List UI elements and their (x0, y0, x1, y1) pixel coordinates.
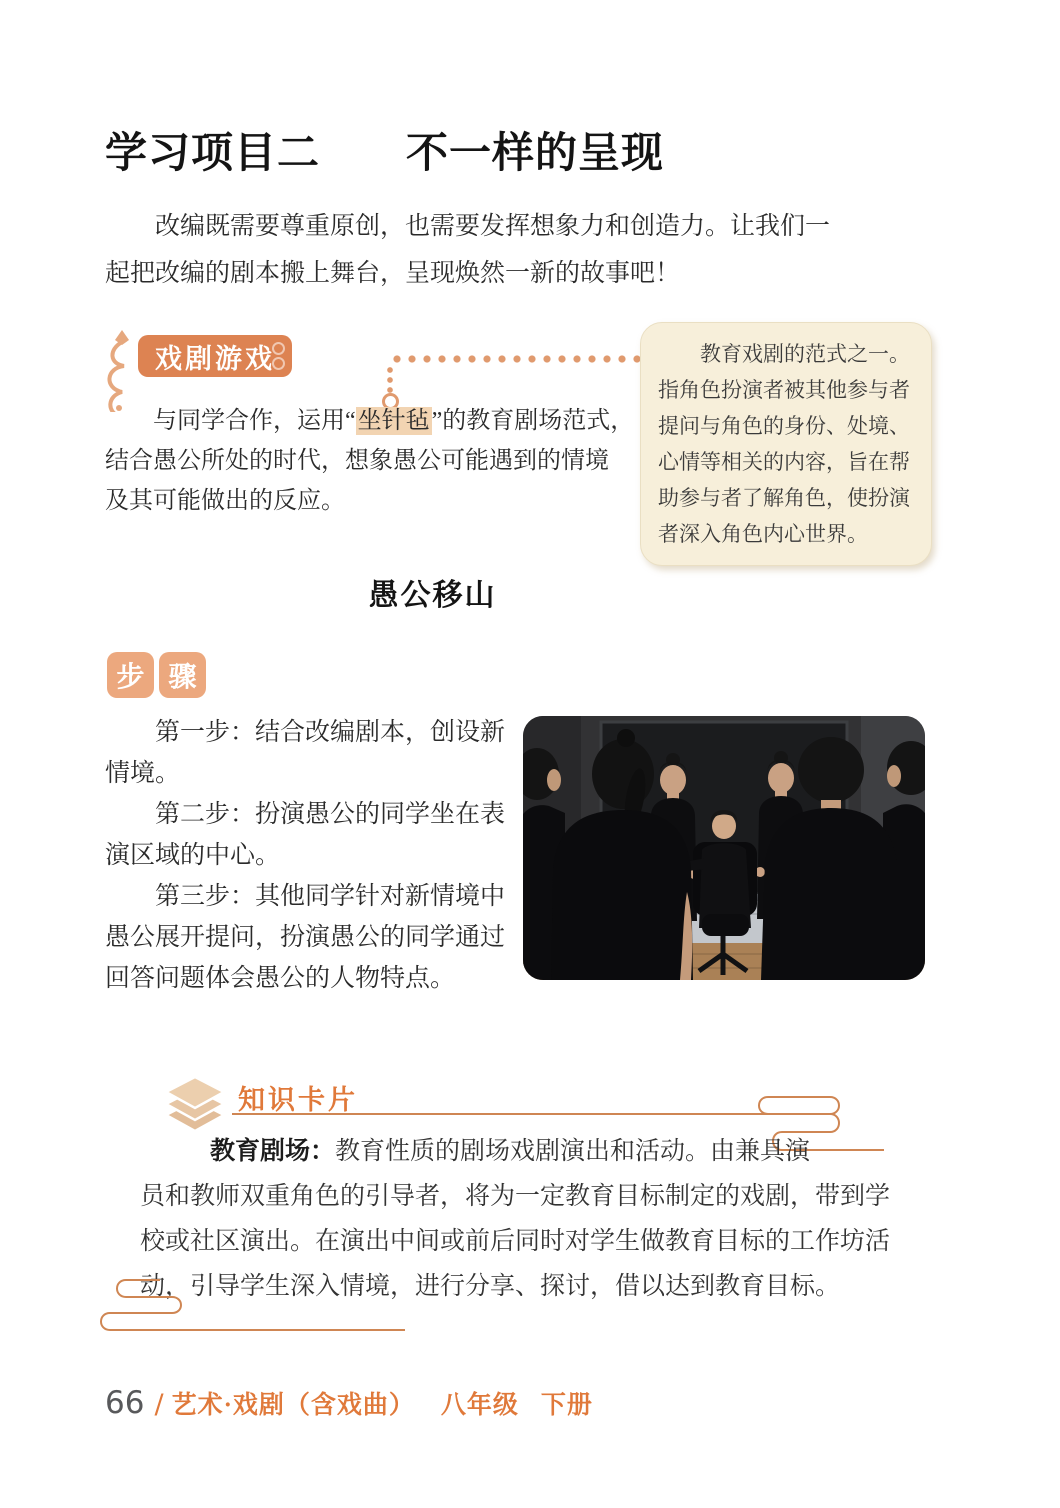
game-line (105, 401, 634, 441)
steps-badge-char: 骤 (159, 652, 206, 698)
knowledge-card-line: 校或社区演出。在演出中间或前后同时对学生做教育目标的工作坊活 (140, 1228, 891, 1255)
step-line: 第一步：结合改编剧本，创设新 (155, 719, 506, 746)
page-footer (105, 1385, 593, 1421)
knowledge-card-term: 教育剧场： (210, 1137, 336, 1165)
steps-badge-char: 步 (107, 652, 154, 698)
sidenote-line: 心情等相关的内容，旨在帮 (658, 450, 910, 474)
drama-game-badge-label: 戏剧游戏 (155, 343, 275, 374)
knowledge-card-title: 知识卡片 (238, 1085, 358, 1115)
footer-series-title: 艺术·戏剧（含戏曲） (171, 1392, 415, 1419)
step-line: 回答问题体会愚公的人物特点。 (105, 965, 456, 992)
intro-line: 起把改编的剧本搬上舞台，呈现焕然一新的故事吧！ (105, 260, 681, 287)
activity-photo (523, 716, 925, 980)
sidenote-line: 者深入角色内心世界。 (658, 522, 868, 546)
step-line: 愚公展开提问，扮演愚公的同学通过 (105, 924, 506, 951)
footer-separator: / (154, 1389, 164, 1420)
steps-badge (107, 652, 206, 698)
activity-title: 愚公移山 (368, 579, 497, 612)
cloud-scroll-icon (100, 1272, 410, 1341)
step-line: 情境。 (105, 760, 181, 787)
step-line: 第三步：其他同学针对新情境中 (155, 883, 506, 910)
step-line: 演区域的中心。 (105, 842, 281, 869)
sidenote-callout (640, 322, 932, 566)
sidenote-line: 助参与者了解角色，使扮演 (658, 486, 910, 510)
game-line: 结合愚公所处的时代，想象愚公可能遇到的情境 (105, 448, 609, 474)
swirl-icon (272, 342, 285, 355)
page-title: 学习项目二 不一样的呈现 (105, 131, 665, 177)
intro-line: 改编既需要尊重原创，也需要发挥想象力和创造力。让我们一 (155, 213, 831, 240)
sidenote-line: 指角色扮演者被其他参与者 (658, 378, 910, 402)
knowledge-card-line (140, 1129, 890, 1174)
sidenote-line: 提问与角色的身份、处境、 (658, 414, 910, 438)
dotted-leader-horizontal (392, 354, 644, 364)
game-line: 及其可能做出的反应。 (105, 488, 345, 514)
drama-game-badge (138, 335, 292, 377)
knowledge-card-text: 教育性质的剧场戏剧演出和活动。由兼具演 (335, 1138, 811, 1165)
dotted-leader-vertical (385, 366, 395, 394)
steps-text (105, 712, 505, 999)
step-line: 第二步：扮演愚公的同学坐在表 (155, 801, 506, 828)
knowledge-card-line: 员和教师双重角色的引导者，将为一定教育目标制定的戏剧，带到学 (140, 1183, 891, 1210)
sidenote-line: 教育戏剧的范式之一。 (700, 342, 910, 366)
game-text-post: ”的教育剧场范式， (431, 408, 635, 434)
intro-paragraph (105, 203, 830, 297)
swirl-icon (272, 357, 285, 370)
footer-volume: 下册 (540, 1392, 593, 1419)
highlighted-term: 坐针毡 (357, 408, 430, 434)
knowledge-card-line: 动，引导学生深入情境，进行分享、探讨，借以达到教育目标。 (140, 1273, 841, 1300)
footer-grade: 八年级 (440, 1392, 519, 1419)
drama-game-instructions (105, 401, 634, 521)
photo-illustration (523, 716, 925, 980)
game-text-pre: 与同学合作，运用“ (153, 408, 356, 434)
page-number: 66 (105, 1385, 145, 1421)
